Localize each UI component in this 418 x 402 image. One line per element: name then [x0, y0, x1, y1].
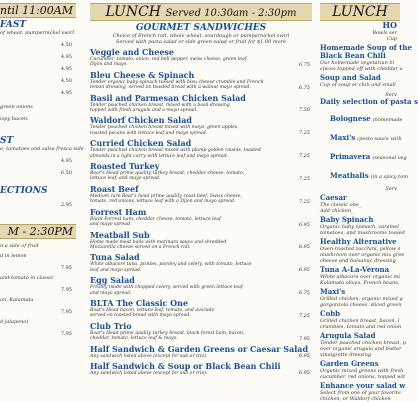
salad-item	[320, 194, 400, 214]
pasta-serve-label: Serv	[385, 92, 397, 98]
sandwich-description: Freshly made with chopped celery, served with green lettuce leaf	[90, 285, 243, 291]
left-price: 4.95	[60, 54, 72, 60]
salad-list	[320, 193, 406, 402]
sandwich-description: Tender poached chicken breast, mixed with a basil dressing	[90, 102, 230, 108]
sandwich-description: Home made meat balls with marinara sauce and shredded	[90, 239, 227, 245]
lunch-left-note: d jalapeno)	[0, 319, 29, 325]
left-price: 4.50	[60, 42, 72, 48]
sandwich-description: Tender poached chicken breast mixed with plump golden raisins, toasted	[90, 148, 261, 154]
sandwich-price: 6.95	[298, 370, 310, 377]
sandwich-list	[90, 48, 312, 376]
sandwich-name: BLTA The Classic One	[90, 297, 189, 308]
sandwich-side-note: Served with pasta salad or side green salad or fruit for $1.00 more	[116, 39, 286, 45]
salad-description: tomatoes, and mushrooms tossed	[320, 230, 405, 236]
sandwich-price: 6.75	[298, 61, 310, 68]
sandwich-item	[90, 185, 312, 205]
sandwich-item	[90, 116, 312, 136]
sandwich-price: 7.25	[298, 130, 310, 137]
salad-name: Baby Spinach	[320, 215, 374, 224]
selections-heading: ECTIONS	[0, 186, 48, 196]
sandwich-price: 6.95	[298, 244, 310, 251]
sandwich-name: Meatball Sub	[90, 229, 150, 240]
salad-item	[320, 215, 405, 236]
sandwich-description: lettuce leaf, and mayo spread.	[90, 176, 161, 182]
salad-item	[320, 310, 400, 330]
sandwich-description: Mozzarella cheese served on a French roll.	[90, 244, 191, 250]
salad-description: Select from one of your favorite	[320, 390, 401, 396]
sandwich-description: lemon dressing, served on toasted bread with a walnut mayo spread.	[90, 85, 251, 91]
sandwich-price: 6.95	[298, 352, 310, 359]
salad-description: Tender poached chicken breast, p	[320, 340, 406, 346]
sandwich-description: and mayo spread.	[90, 290, 132, 296]
sandwich-price: 6.75	[298, 84, 310, 91]
lunch-left-notes	[0, 243, 76, 337]
sandwich-description: tomato, red onions, lettuce leaf with a Dijon and mayo spread.	[90, 199, 236, 205]
lunch-banner-right: LUNCH	[320, 3, 400, 21]
salad-name: Healthy Alternative	[320, 237, 397, 246]
lunch-hours: Served 10:30am - 2:30pm	[165, 8, 297, 19]
breakfast-subtitle: of wheat, pumpernickel swirl	[0, 30, 75, 36]
sandwich-section-heading: GOURMET SANDWICHES	[135, 23, 267, 33]
sandwich-item	[90, 208, 312, 228]
sandwich-description: almonds in a light curry with lettuce leaf and mayo spread.	[90, 153, 228, 159]
salad-description: cheese and balsamic dressing	[320, 258, 396, 264]
soup-of-day-heading: Homemade Soup of the	[320, 43, 412, 52]
salad-description: mushroom over organic mix gree	[320, 252, 405, 258]
salad-description: Organic mixed greens with fresh	[320, 368, 404, 374]
sandwich-item	[90, 139, 312, 159]
salad-name: Caesar	[320, 193, 347, 202]
breakfast-note-bacon: ispy bacon.	[0, 116, 29, 122]
right-column	[320, 0, 418, 402]
sandwich-name: Egg Salad	[90, 275, 135, 286]
left-price: 4.95	[60, 158, 72, 164]
salad-item	[320, 359, 405, 380]
salad-description: chicken, or Waldorf chicken	[320, 396, 391, 402]
sandwich-description: Any sandwich listed above (except for sub or trio).	[90, 370, 208, 376]
sandwich-price: 7.95	[298, 335, 310, 342]
sandwich-item	[90, 94, 312, 114]
soup-and-salad-heading: Soup and Salad	[320, 73, 381, 82]
pasta-item	[330, 163, 408, 182]
sandwich-description: leaf and mayo spread.	[90, 267, 142, 273]
sandwich-item	[90, 299, 312, 319]
sandwich-price: 7.25	[298, 312, 310, 319]
sandwich-description: Tender organic baby spinach tossed with bleu cheese crumble and French	[90, 79, 264, 85]
lunch-banner	[90, 3, 312, 21]
salad-item	[320, 266, 400, 286]
salad-description: The classic one_	[320, 202, 362, 208]
salad-item	[320, 237, 405, 264]
salad-description: cucumber, red onions, topped wit	[320, 374, 405, 380]
soups-bowl-note: Bowls ser	[372, 30, 397, 36]
pasta-name: Primavera	[330, 152, 371, 161]
sandwich-name: Half Sandwich & Garden Greens or Caesar Salad	[90, 343, 309, 354]
salad-description: Add chicken_	[320, 208, 354, 214]
salad-description: vinaigrette dressing	[320, 352, 372, 358]
breakfast-banner: ntil 11:00AM	[0, 3, 76, 18]
sandwich-column	[90, 0, 312, 400]
soup-and-salad-desc: Cup of soup or chili and small	[320, 82, 396, 88]
salad-item	[320, 331, 406, 358]
sandwich-name: Half Sandwich & Soup or Black Bean Chili	[90, 360, 281, 371]
toast-price-list	[0, 158, 76, 176]
sandwich-price: 6.95	[298, 267, 310, 274]
left-price: 7.95	[60, 309, 72, 315]
sandwich-name: Waldorf Chicken Salad	[90, 115, 192, 126]
pasta-name: Bolognese	[330, 114, 371, 123]
salad-description: Grilled chicken, organic mixed g	[320, 296, 403, 302]
toast-subtitle: e, tomatoes and salsa fresca side.	[0, 146, 86, 152]
lunch-left-note: d in lemon	[0, 253, 27, 259]
left-price: 7.95	[60, 331, 72, 337]
pasta-item	[330, 144, 407, 163]
salad-serve-label: Serv	[385, 186, 397, 192]
sandwich-item	[90, 276, 312, 296]
sandwich-name: Roasted Turkey	[90, 161, 160, 172]
left-price: 6.50	[60, 170, 72, 176]
sandwich-description: Tender poached chicken breast mixed with mayo, green apples,	[90, 125, 239, 131]
left-price: 4.50	[60, 78, 72, 84]
salad-description: Kalamata olives, French beans,	[320, 280, 400, 286]
sandwich-item	[90, 231, 312, 251]
sandwich-description: Black Forrest ham, cheddar cheese, tomato, lettuce leaf	[90, 216, 221, 222]
salad-name: Enhance your salad w	[320, 381, 406, 390]
sandwich-price: 6.95	[298, 221, 310, 228]
lunch-left-note: on, Kalamata	[0, 297, 34, 303]
salad-description: over organic arugula and butter	[320, 346, 402, 352]
sandwich-price: 7.25	[298, 153, 310, 160]
lunch-left-note: n a side of fruit	[0, 243, 39, 249]
sandwich-name: Basil and Parmesan Chicken Salad	[90, 92, 246, 103]
sandwich-price: 7.25	[298, 175, 310, 182]
lunch-left-note: and tomato in classic	[0, 275, 54, 281]
breakfast-price-list	[0, 42, 76, 96]
sandwich-description: and mayo spread.	[90, 222, 132, 228]
salad-description: Oven-roasted zucchini, yellow s	[320, 246, 401, 252]
pasta-desc: (in a spicy tom	[370, 174, 408, 180]
sandwich-item	[90, 48, 312, 68]
chili-desc-1: Our homemade vegetarian bl	[320, 60, 395, 66]
breakfast-note-green-onions: green onions	[0, 104, 33, 110]
toast-heading: ST	[0, 136, 14, 146]
sandwich-description: Medium rare Boar's head prime quality roast beef, Swiss cheese,	[90, 193, 242, 199]
sandwich-description: cheddar, tomato, lettuce leaf & mayo.	[90, 336, 178, 342]
sandwich-item	[90, 162, 312, 182]
soups-cup-note: Cup	[386, 36, 397, 42]
left-price: 7.95	[60, 287, 72, 293]
sandwich-description: toasted pecans with lettuce leaf and mayo spread.	[90, 130, 208, 136]
sandwich-name: Roast Beef	[90, 183, 139, 194]
salad-name: Tuna A-La-Verona	[320, 265, 390, 274]
salad-name: Maxi's	[320, 287, 346, 296]
sandwich-item	[90, 253, 312, 273]
pasta-heading: Daily selection of pasta s	[320, 97, 418, 106]
sandwich-name: Tuna Salad	[90, 252, 140, 263]
pasta-list	[320, 106, 408, 182]
salad-description: Grilled chicken breast, bacon, l	[320, 318, 400, 324]
pasta-desc: (seasonal veg	[372, 155, 407, 161]
sandwich-description: Dijon and mayo.	[90, 62, 128, 68]
black-bean-chili-heading: Black Bean Chili	[320, 51, 386, 60]
salad-name: Cobb	[320, 309, 341, 318]
chili-desc-2: spices topped off with cheddar a	[320, 66, 403, 72]
pasta-name: Meatballs	[330, 171, 369, 180]
salad-description: White albacore over organic mi	[320, 274, 400, 280]
lunch-title: LUNCH	[105, 4, 161, 20]
salad-description: Organic baby spinach, caramel	[320, 224, 399, 230]
left-price: 2.95	[60, 202, 72, 208]
sandwich-item	[90, 71, 312, 91]
left-column	[0, 0, 86, 400]
sandwich-name: Forrest Ham	[90, 206, 147, 217]
sandwich-description: served on toasted bread with mayo spread.	[90, 313, 191, 319]
sandwich-item	[90, 362, 312, 376]
breakfast-heading: FAST	[0, 20, 27, 30]
salad-name: Garden Greens	[320, 359, 379, 368]
sandwich-name: Veggie and Cheese	[90, 47, 174, 57]
sandwich-item	[90, 322, 312, 342]
sandwich-bread-note: Choice of French roll, whole wheat, sourdough or pumpernickel swirl	[112, 33, 290, 39]
sandwich-description: Boar's Head bacon, lettuce leaf, tomato, and avocado	[90, 307, 215, 313]
salad-description: crumbles, tomato and red onion	[320, 324, 402, 330]
pasta-name: Maxi's	[330, 133, 356, 142]
lunch-banner-left: M - 2:30PM	[0, 224, 76, 239]
sandwich-name: Club Trio	[90, 320, 132, 331]
sandwich-name: Curried Chicken Salad	[90, 138, 192, 149]
pasta-desc: (homemade	[372, 117, 403, 123]
salad-item	[320, 381, 406, 402]
pasta-item	[330, 106, 403, 125]
sandwich-price: 6.75	[298, 289, 310, 296]
sandwich-price: 7.50	[298, 107, 310, 114]
sandwich-description: topped with fresh arugula and a mayo spread.	[90, 108, 198, 114]
sandwich-description: Boar's Head prime quality turkey breast, black forest ham, bacon,	[90, 330, 245, 336]
sandwich-item	[90, 345, 312, 359]
left-price: 7.95	[60, 265, 72, 271]
left-price: 4.95	[60, 90, 72, 96]
sandwich-name: Bleu Cheese & Spinach	[90, 69, 195, 80]
sandwich-description: White albacore tuna, pickles, parsley and celery, with tomato, lettuce	[90, 262, 252, 268]
pasta-desc: (pesto sauce with	[357, 136, 402, 142]
salad-item	[320, 287, 403, 308]
soups-heading: HO	[382, 20, 397, 30]
left-price: 4.95	[60, 66, 72, 72]
sandwich-description: Cucumber, tomato, onion, red bell pepper, swiss cheese, green leaf,	[90, 57, 248, 62]
salad-description: gorgonzola cheese, sliced green	[320, 302, 402, 308]
sandwich-price: 7.25	[298, 198, 310, 205]
salad-name: Arugula Salad	[320, 331, 376, 340]
sandwich-description: Boar's Head prime quality turkey breast, cheddar cheese, tomato,	[90, 171, 245, 177]
pasta-item	[330, 125, 400, 144]
sandwich-description: Any sandwich listed above (except for sub or trio).	[90, 353, 208, 359]
selections-price-list	[0, 202, 76, 208]
